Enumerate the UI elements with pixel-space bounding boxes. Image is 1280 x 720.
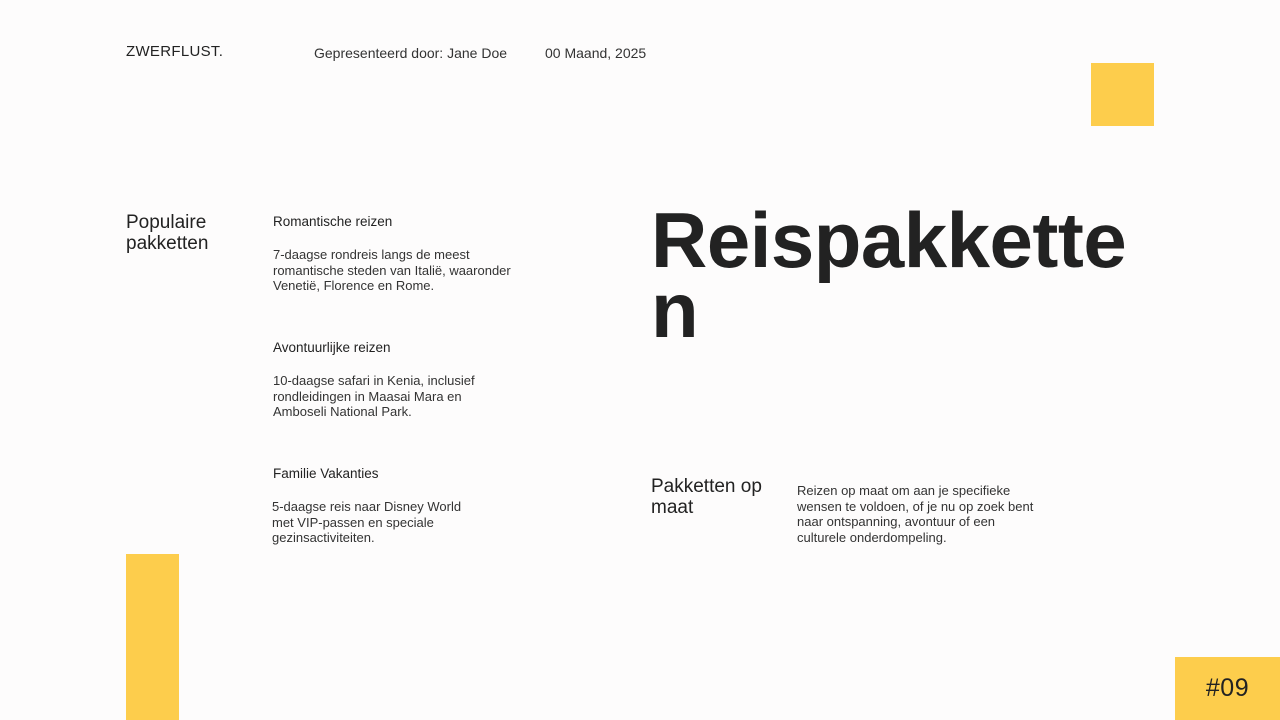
page-number: #09 [1205, 674, 1250, 702]
custom-packages-description: Reizen op maat om aan je specifieke wensen te voldoen, of je nu op zoek bent naar ontspanning, avontuur of een culturele onderdompeling. [797, 483, 1034, 545]
accent-bar-left [126, 554, 179, 720]
date-text: 00 Maand, 2025 [545, 45, 647, 61]
section-label-popular: Populaire pakketten [126, 212, 209, 254]
package-title: Avontuurlijke reizen [273, 340, 391, 355]
package-title: Romantische reizen [273, 214, 393, 229]
slide-title: Reispakketten [651, 196, 1127, 354]
presenter-text: Gepresenteerd door: Jane Doe [314, 45, 508, 61]
package-title: Familie Vakanties [273, 466, 379, 481]
package-description: 7-daagse rondreis langs de meest romantische steden van Italië, waaronder Venetië, Florence en Rome. [273, 247, 511, 293]
accent-square-top [1091, 63, 1154, 126]
custom-packages-label: Pakketten op maat [651, 476, 762, 518]
package-description: 10-daagse safari in Kenia, inclusief rondleidingen in Maasai Mara en Amboseli National Park. [273, 373, 475, 419]
brand-logo-text: ZWERFLUST. [126, 43, 224, 60]
package-romantic [273, 214, 543, 294]
package-description: 5-daagse reis naar Disney World met VIP-passen en speciale gezinsactiviteiten. [272, 499, 462, 545]
package-family [273, 466, 543, 546]
package-adventure [273, 340, 543, 420]
page-number-box [1175, 657, 1280, 720]
